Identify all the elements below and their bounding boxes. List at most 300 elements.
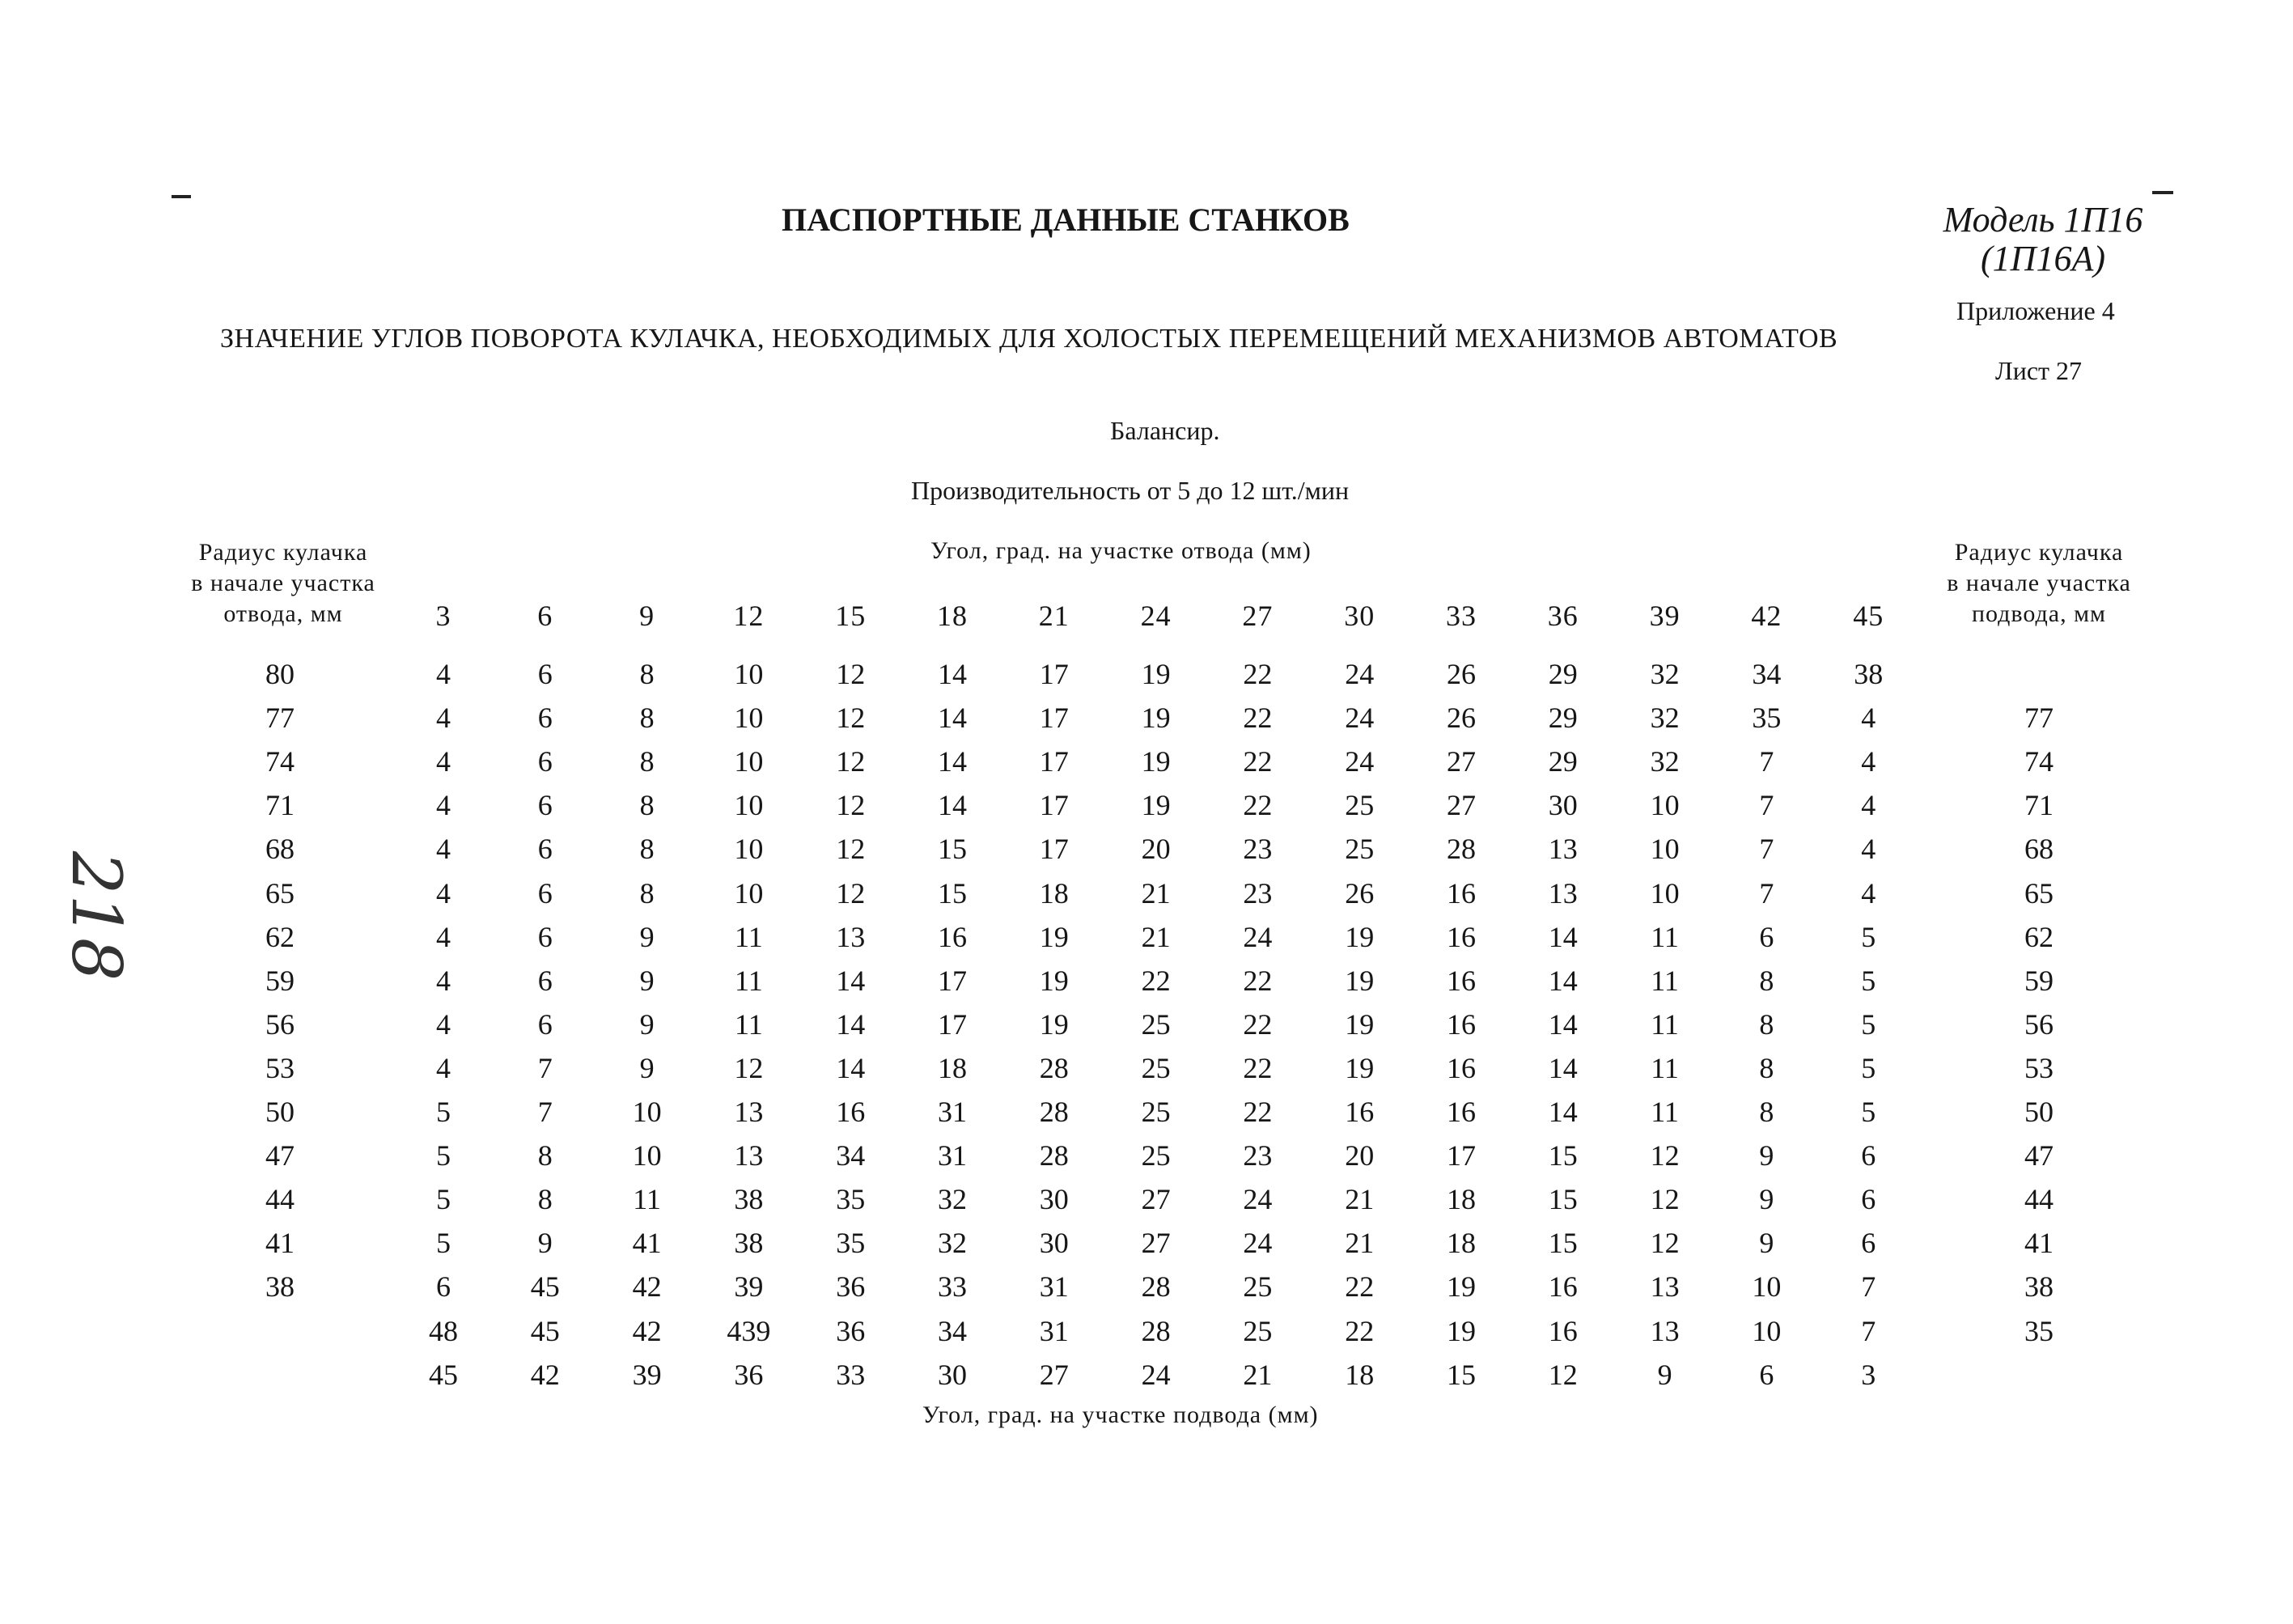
- bottom-axis-cell: 27: [1039, 1358, 1069, 1391]
- table-cell: 29: [1548, 745, 1578, 778]
- table-cell: 14: [836, 1051, 866, 1084]
- table-cell: 9: [639, 1007, 655, 1041]
- row-radius-left: 50: [265, 1096, 295, 1128]
- table-cell: 19: [1141, 789, 1171, 822]
- table-cell: 15: [938, 876, 967, 910]
- table-cell: 10: [632, 1139, 662, 1172]
- table-cell: 16: [1447, 876, 1476, 910]
- row-radius-right: 35: [2024, 1314, 2054, 1347]
- row-radius-right: 62: [2024, 920, 2054, 953]
- table-cell: 24: [1345, 702, 1375, 735]
- table-cell: 7: [1759, 745, 1774, 778]
- column-header-cell: 24: [1140, 600, 1172, 632]
- table-cell: 29: [1548, 702, 1578, 735]
- table-cell: 27: [1141, 1227, 1171, 1260]
- table-cell: 4: [1861, 702, 1876, 735]
- table-cell: 5: [1861, 1051, 1876, 1084]
- table-cell: 12: [836, 789, 866, 822]
- table-cell: 10: [1752, 1270, 1782, 1304]
- table-cell: 45: [530, 1314, 560, 1347]
- table-cell: 16: [938, 920, 967, 953]
- table-cell: 16: [1548, 1314, 1578, 1347]
- table-cell: 8: [639, 658, 655, 690]
- table-cell: 8: [639, 702, 655, 735]
- table-cell: 31: [938, 1139, 967, 1172]
- table-cell: 28: [1039, 1051, 1069, 1084]
- table-cell: 19: [1345, 920, 1375, 953]
- table-cell: 17: [1039, 745, 1069, 778]
- table-cell: 27: [1141, 1183, 1171, 1216]
- row-radius-right: 71: [2024, 789, 2054, 822]
- table-cell: 7: [1861, 1314, 1876, 1347]
- table-cell: 25: [1141, 1051, 1171, 1084]
- table-cell: 29: [1548, 658, 1578, 690]
- table-cell: 30: [1039, 1183, 1069, 1216]
- table-cell: 14: [1548, 920, 1578, 953]
- column-header-cell: 36: [1547, 600, 1579, 632]
- table-cell: 10: [1752, 1314, 1782, 1347]
- table-cell: 27: [1447, 789, 1476, 822]
- table-cell: 17: [1447, 1139, 1476, 1172]
- table-cell: 45: [530, 1270, 560, 1304]
- table-cell: 12: [836, 658, 866, 690]
- table-cell: 19: [1141, 658, 1171, 690]
- table-cell: 20: [1345, 1139, 1375, 1172]
- table-cell: 4: [436, 876, 451, 910]
- bottom-axis-cell: 21: [1243, 1358, 1273, 1391]
- table-cell: 13: [1650, 1314, 1680, 1347]
- table-cell: 20: [1141, 833, 1171, 866]
- table-cell: 13: [1548, 876, 1578, 910]
- table-cell: 12: [836, 745, 866, 778]
- column-header-cell: 21: [1038, 600, 1070, 632]
- table-cell: 28: [1447, 833, 1476, 866]
- row-radius-left: 77: [265, 702, 295, 735]
- table-cell: 8: [639, 745, 655, 778]
- table-cell: 4: [1861, 745, 1876, 778]
- table-cell: 18: [1447, 1227, 1476, 1260]
- table-cell: 15: [938, 833, 967, 866]
- table-cell: 5: [436, 1096, 451, 1128]
- table-cell: 18: [938, 1051, 967, 1084]
- table-cell: 23: [1243, 833, 1273, 866]
- table-cell: 13: [1548, 833, 1578, 866]
- table-cell: 14: [938, 789, 967, 822]
- table-cell: 11: [735, 920, 763, 953]
- table-cell: 4: [436, 745, 451, 778]
- table-cell: 17: [1039, 789, 1069, 822]
- table-cell: 11: [633, 1183, 661, 1216]
- table-cell: 22: [1243, 1051, 1273, 1084]
- bottom-axis-cell: 45: [429, 1358, 458, 1391]
- table-cell: 34: [1752, 658, 1782, 690]
- table-cell: 6: [1861, 1139, 1876, 1172]
- table-cell: 16: [1447, 964, 1476, 997]
- table-cell: 23: [1243, 1139, 1273, 1172]
- table-cell: 38: [1854, 658, 1884, 690]
- bottom-axis-header: Угол, град. на участке подвода (мм): [922, 1401, 1319, 1428]
- table-cell: 21: [1345, 1227, 1375, 1260]
- bottom-axis-cell: 36: [734, 1358, 764, 1391]
- document-subtitle: ЗНАЧЕНИЕ УГЛОВ ПОВОРОТА КУЛАЧКА, НЕОБХОДИМЫХ ДЛЯ ХОЛОСТЫХ ПЕРЕМЕЩЕНИЙ МЕХАНИЗМОВ АВТОМАТОВ: [220, 324, 1838, 354]
- column-header-cell: 27: [1242, 600, 1274, 632]
- productivity-label: Производительность от 5 до 12 шт./мин: [911, 476, 1350, 505]
- row-radius-right: 77: [2024, 702, 2054, 735]
- table-cell: 22: [1243, 964, 1273, 997]
- bottom-axis-cell: 33: [836, 1358, 866, 1391]
- table-cell: 12: [1650, 1183, 1680, 1216]
- table-cell: 7: [1759, 833, 1774, 866]
- table-cell: 14: [836, 964, 866, 997]
- table-cell: 4: [436, 789, 451, 822]
- table-cell: 32: [938, 1183, 967, 1216]
- bottom-axis-cell: 15: [1447, 1358, 1476, 1391]
- table-cell: 28: [1039, 1139, 1069, 1172]
- table-cell: 16: [1447, 1051, 1476, 1084]
- table-cell: 19: [1345, 1007, 1375, 1041]
- table-cell: 16: [1345, 1096, 1375, 1128]
- right-column-header: [1909, 537, 2168, 630]
- table-cell: 4: [1861, 789, 1876, 822]
- row-radius-left: 62: [265, 920, 295, 953]
- table-cell: 9: [639, 964, 655, 997]
- table-cell: 34: [938, 1314, 967, 1347]
- table-cell: 10: [1650, 789, 1680, 822]
- table-cell: 10: [1650, 876, 1680, 910]
- bottom-axis-cell: 42: [530, 1358, 560, 1391]
- table-cell: 12: [734, 1051, 764, 1084]
- table-cell: 6: [1759, 920, 1774, 953]
- table-cell: 8: [537, 1183, 553, 1216]
- table-cell: 28: [1141, 1314, 1171, 1347]
- table-cell: 12: [836, 833, 866, 866]
- table-cell: 25: [1141, 1007, 1171, 1041]
- table-cell: 4: [436, 964, 451, 997]
- table-cell: 18: [1447, 1183, 1476, 1216]
- table-cell: 7: [1759, 789, 1774, 822]
- table-cell: 14: [836, 1007, 866, 1041]
- bottom-axis-cell: 3: [1861, 1358, 1876, 1391]
- table-cell: 36: [836, 1270, 866, 1304]
- top-axis-header: Угол, град. на участке отвода (мм): [930, 537, 1312, 564]
- table-cell: 26: [1447, 702, 1476, 735]
- table-cell: 19: [1345, 964, 1375, 997]
- table-cell: 6: [1861, 1227, 1876, 1260]
- table-cell: 25: [1243, 1270, 1273, 1304]
- table-cell: 32: [1650, 658, 1680, 690]
- table-cell: 6: [537, 745, 553, 778]
- table-cell: 8: [1759, 1096, 1774, 1128]
- row-radius-left: 71: [265, 789, 295, 822]
- table-cell: 7: [1759, 876, 1774, 910]
- table-cell: 6: [537, 658, 553, 690]
- column-header-cell: 33: [1446, 600, 1477, 632]
- table-cell: 32: [938, 1227, 967, 1260]
- table-cell: 10: [734, 745, 764, 778]
- table-cell: 4: [436, 1051, 451, 1084]
- table-cell: 6: [436, 1270, 451, 1304]
- model-label: [1934, 201, 2152, 278]
- table-cell: 9: [1759, 1183, 1774, 1216]
- table-cell: 16: [1548, 1270, 1578, 1304]
- row-radius-left: 74: [265, 745, 295, 778]
- row-radius-right: 53: [2024, 1051, 2054, 1084]
- table-cell: 21: [1141, 876, 1171, 910]
- row-radius-left: 80: [265, 658, 295, 690]
- column-header-cell: 15: [835, 600, 867, 632]
- table-cell: 19: [1447, 1314, 1476, 1347]
- bottom-axis-cell: 9: [1657, 1358, 1672, 1391]
- table-cell: 6: [537, 789, 553, 822]
- column-header-cell: 6: [537, 600, 553, 632]
- bottom-axis-cell: 18: [1345, 1358, 1375, 1391]
- table-cell: 10: [632, 1096, 662, 1128]
- table-cell: 23: [1243, 876, 1273, 910]
- table-cell: 38: [734, 1183, 764, 1216]
- table-cell: 41: [632, 1227, 662, 1260]
- table-cell: 28: [1039, 1096, 1069, 1128]
- table-cell: 25: [1243, 1314, 1273, 1347]
- table-cell: 14: [1548, 964, 1578, 997]
- table-cell: 6: [537, 876, 553, 910]
- bottom-axis-cell: 30: [938, 1358, 967, 1391]
- table-cell: 35: [836, 1227, 866, 1260]
- table-cell: 16: [1447, 920, 1476, 953]
- row-radius-right: 47: [2024, 1139, 2054, 1172]
- table-cell: 14: [938, 745, 967, 778]
- table-cell: 7: [537, 1051, 553, 1084]
- table-cell: 28: [1141, 1270, 1171, 1304]
- table-cell: 4: [436, 833, 451, 866]
- model-line-2: (1П16А): [1981, 239, 2105, 278]
- table-cell: 8: [639, 789, 655, 822]
- left-header-line: в начале участка: [191, 570, 375, 596]
- table-cell: 5: [436, 1139, 451, 1172]
- table-cell: 10: [734, 833, 764, 866]
- table-cell: 22: [1243, 1096, 1273, 1128]
- left-header-line: отвода, мм: [223, 600, 343, 627]
- table-cell: 33: [938, 1270, 967, 1304]
- table-cell: 439: [727, 1314, 771, 1347]
- table-cell: 8: [1759, 964, 1774, 997]
- row-radius-right: 65: [2024, 876, 2054, 910]
- table-cell: 9: [1759, 1227, 1774, 1260]
- table-cell: 6: [1861, 1183, 1876, 1216]
- table-cell: 31: [1039, 1270, 1069, 1304]
- row-radius-left: 38: [265, 1270, 295, 1304]
- table-cell: 8: [1759, 1007, 1774, 1041]
- table-cell: 25: [1141, 1096, 1171, 1128]
- table-cell: 10: [734, 702, 764, 735]
- table-cell: 10: [1650, 833, 1680, 866]
- table-cell: 22: [1345, 1314, 1375, 1347]
- table-cell: 38: [734, 1227, 764, 1260]
- corner-mark-left: [172, 195, 191, 198]
- column-header-cell: 39: [1649, 600, 1681, 632]
- table-cell: 16: [1447, 1096, 1476, 1128]
- table-cell: 21: [1345, 1183, 1375, 1216]
- table-cell: 14: [1548, 1007, 1578, 1041]
- table-cell: 48: [429, 1314, 458, 1347]
- row-radius-right: 44: [2024, 1183, 2054, 1216]
- column-header-cell: 3: [435, 600, 451, 632]
- table-cell: 10: [734, 876, 764, 910]
- table-cell: 19: [1039, 920, 1069, 953]
- table-cell: 10: [734, 789, 764, 822]
- table-cell: 5: [1861, 964, 1876, 997]
- table-cell: 5: [436, 1183, 451, 1216]
- table-cell: 22: [1243, 789, 1273, 822]
- table-cell: 12: [836, 702, 866, 735]
- table-cell: 22: [1243, 658, 1273, 690]
- table-cell: 17: [938, 964, 967, 997]
- sheet-label: Лист 27: [1995, 356, 2083, 385]
- column-header-cell: 42: [1751, 600, 1782, 632]
- table-cell: 9: [1759, 1139, 1774, 1172]
- table-cell: 19: [1345, 1051, 1375, 1084]
- right-header-line: Радиус кулачка: [1954, 539, 2124, 566]
- right-header-line: в начале участка: [1947, 570, 2131, 596]
- column-header-cell: 9: [639, 600, 655, 632]
- right-header-line: подвода, мм: [1971, 600, 2107, 627]
- table-cell: 17: [938, 1007, 967, 1041]
- appendix-label: Приложение 4: [1956, 296, 2115, 325]
- table-cell: 31: [1039, 1314, 1069, 1347]
- bottom-axis-cell: 39: [632, 1358, 662, 1391]
- table-cell: 31: [938, 1096, 967, 1128]
- table-cell: 8: [639, 876, 655, 910]
- table-cell: 39: [734, 1270, 764, 1304]
- table-cell: 22: [1243, 702, 1273, 735]
- row-radius-right: 68: [2024, 833, 2054, 866]
- table-cell: 11: [735, 964, 763, 997]
- table-cell: 11: [1651, 1051, 1679, 1084]
- table-cell: 30: [1548, 789, 1578, 822]
- row-radius-right: 59: [2024, 964, 2054, 997]
- row-radius-left: 65: [265, 876, 295, 910]
- table-cell: 19: [1141, 702, 1171, 735]
- row-radius-left: 59: [265, 964, 295, 997]
- table-cell: 19: [1039, 1007, 1069, 1041]
- table-cell: 6: [537, 920, 553, 953]
- model-line-1: Модель 1П16: [1943, 200, 2143, 240]
- row-radius-left: 56: [265, 1007, 295, 1041]
- row-radius-left: 44: [265, 1183, 295, 1216]
- handwritten-page-number: 218: [57, 851, 136, 982]
- table-cell: 27: [1447, 745, 1476, 778]
- table-cell: 4: [436, 702, 451, 735]
- table-cell: 5: [436, 1227, 451, 1260]
- table-cell: 24: [1243, 1227, 1273, 1260]
- table-cell: 14: [938, 702, 967, 735]
- column-header-cell: 45: [1853, 600, 1884, 632]
- table-cell: 17: [1039, 702, 1069, 735]
- page-title: ПАСПОРТНЫЕ ДАННЫЕ СТАНКОВ: [782, 201, 1350, 238]
- table-cell: 15: [1548, 1139, 1578, 1172]
- row-radius-right: 41: [2024, 1227, 2054, 1260]
- table-cell: 15: [1548, 1183, 1578, 1216]
- table-cell: 19: [1141, 745, 1171, 778]
- table-cell: 30: [1039, 1227, 1069, 1260]
- table-cell: 12: [836, 876, 866, 910]
- table-cell: 19: [1447, 1270, 1476, 1304]
- table-cell: 6: [537, 1007, 553, 1041]
- table-cell: 8: [639, 833, 655, 866]
- row-radius-right: 56: [2024, 1007, 2054, 1041]
- table-cell: 11: [1651, 964, 1679, 997]
- row-radius-left: 68: [265, 833, 295, 866]
- table-cell: 16: [836, 1096, 866, 1128]
- table-cell: 34: [836, 1139, 866, 1172]
- bottom-axis-cell: 24: [1141, 1358, 1171, 1391]
- section-label: Балансир.: [1110, 416, 1220, 445]
- table-cell: 24: [1345, 745, 1375, 778]
- table-cell: 13: [734, 1139, 764, 1172]
- column-header-cell: 30: [1344, 600, 1375, 632]
- table-cell: 9: [537, 1227, 553, 1260]
- row-radius-right: 38: [2024, 1270, 2054, 1304]
- row-radius-right: 74: [2024, 745, 2054, 778]
- table-cell: 4: [1861, 833, 1876, 866]
- table-cell: 25: [1345, 833, 1375, 866]
- table-cell: 22: [1243, 745, 1273, 778]
- table-cell: 11: [1651, 1007, 1679, 1041]
- row-radius-left: 47: [265, 1139, 295, 1172]
- table-cell: 36: [836, 1314, 866, 1347]
- table-cell: 9: [639, 1051, 655, 1084]
- table-cell: 13: [836, 920, 866, 953]
- table-cell: 24: [1243, 920, 1273, 953]
- column-header-cell: 12: [733, 600, 765, 632]
- table-cell: 5: [1861, 1096, 1876, 1128]
- table-cell: 22: [1345, 1270, 1375, 1304]
- table-cell: 8: [1759, 1051, 1774, 1084]
- left-column-header: [154, 537, 413, 630]
- corner-mark-right: [2152, 191, 2173, 194]
- table-cell: 35: [836, 1183, 866, 1216]
- table-cell: 12: [1650, 1227, 1680, 1260]
- table-cell: 7: [1861, 1270, 1876, 1304]
- column-header-cell: 18: [937, 600, 968, 632]
- table-cell: 32: [1650, 702, 1680, 735]
- table-cell: 42: [632, 1270, 662, 1304]
- table-cell: 14: [938, 658, 967, 690]
- row-radius-right: 50: [2024, 1096, 2054, 1128]
- table-cell: 17: [1039, 658, 1069, 690]
- table-cell: 4: [436, 1007, 451, 1041]
- table-cell: 25: [1345, 789, 1375, 822]
- table-cell: 6: [537, 702, 553, 735]
- table-cell: 35: [1752, 702, 1782, 735]
- table-cell: 6: [537, 833, 553, 866]
- table-cell: 22: [1243, 1007, 1273, 1041]
- table-cell: 17: [1039, 833, 1069, 866]
- table-cell: 15: [1548, 1227, 1578, 1260]
- table-cell: 8: [537, 1139, 553, 1172]
- table-cell: 21: [1141, 920, 1171, 953]
- table-cell: 5: [1861, 920, 1876, 953]
- table-cell: 4: [436, 920, 451, 953]
- table-cell: 10: [734, 658, 764, 690]
- table-cell: 12: [1650, 1139, 1680, 1172]
- table-cell: 7: [537, 1096, 553, 1128]
- table-cell: 14: [1548, 1051, 1578, 1084]
- bottom-axis-cell: 6: [1759, 1358, 1774, 1391]
- table-cell: 11: [1651, 920, 1679, 953]
- table-cell: 4: [436, 658, 451, 690]
- bottom-axis-cell: 12: [1548, 1358, 1578, 1391]
- table-cell: 14: [1548, 1096, 1578, 1128]
